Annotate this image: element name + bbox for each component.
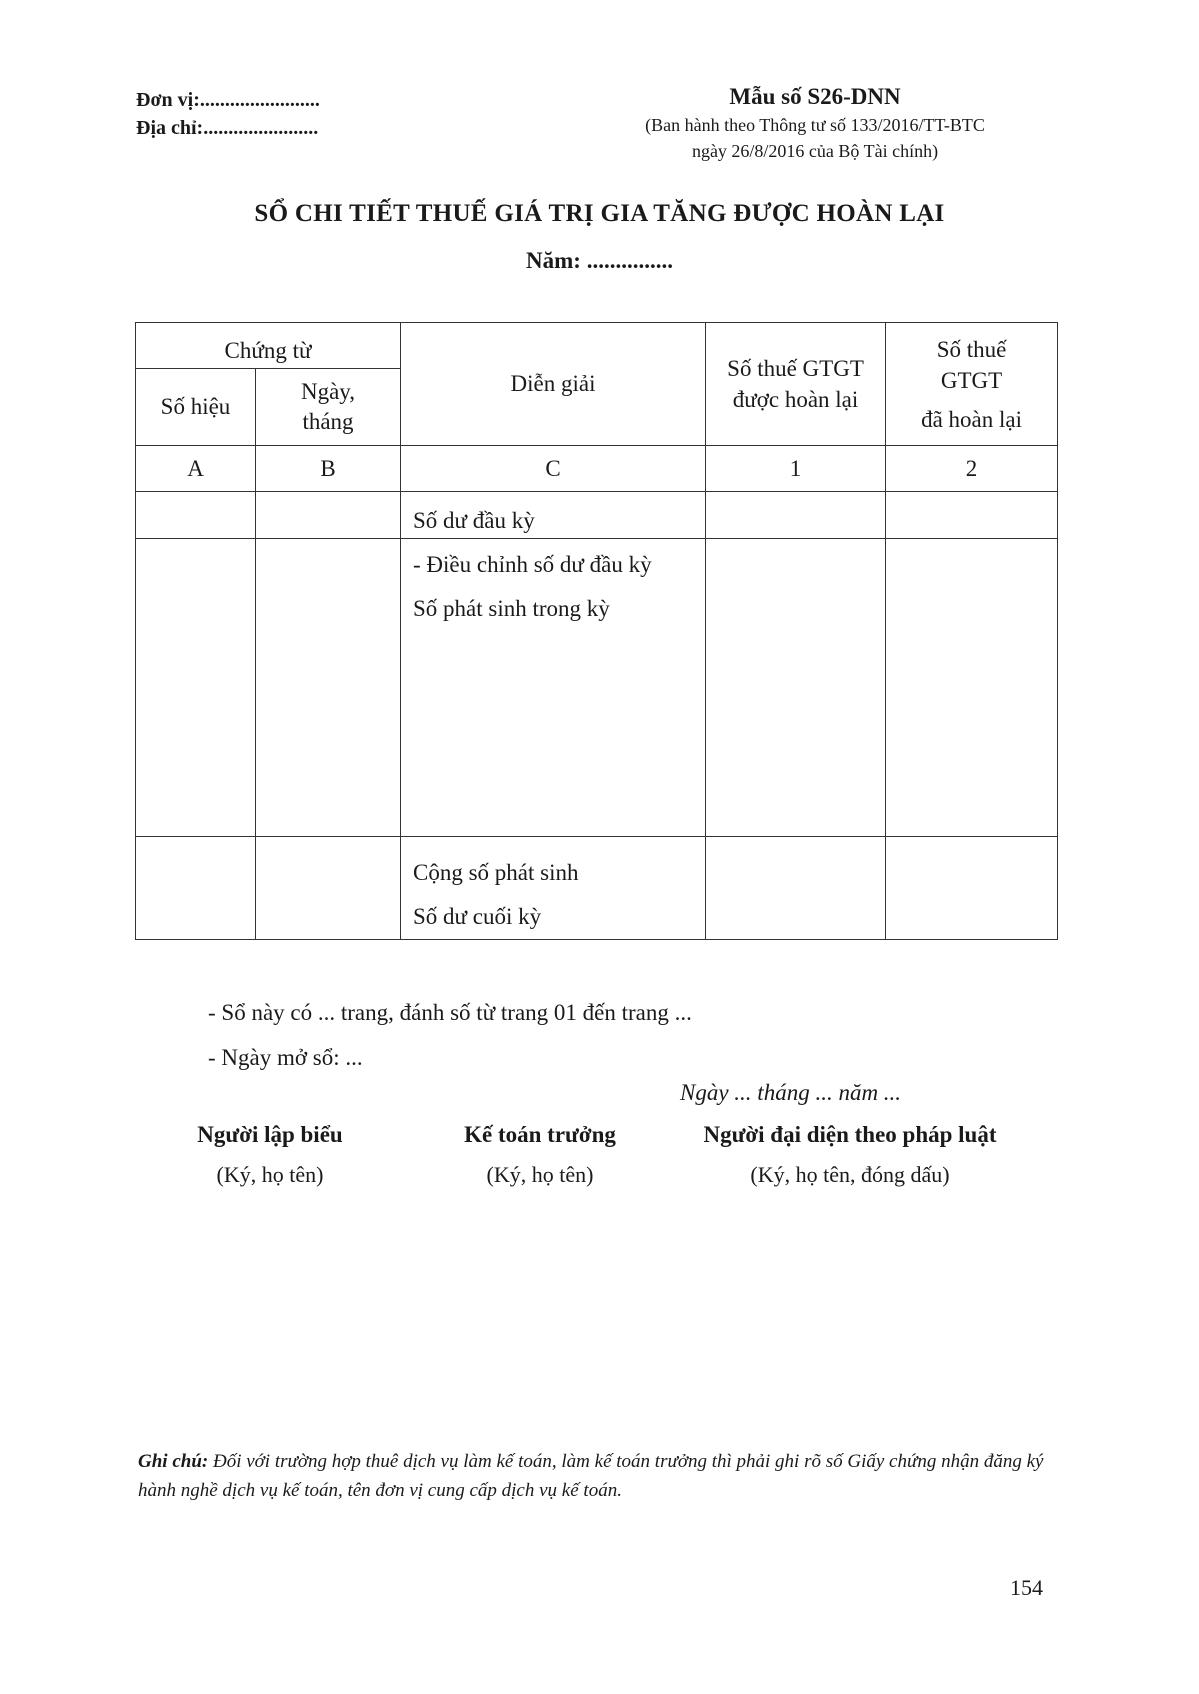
header-refundable — [706, 323, 886, 446]
header-refunded-l2: GTGT — [940, 367, 1003, 393]
footnote-label: Ghi chú: — [138, 1451, 209, 1472]
address-label: Địa chỉ:....................... — [136, 117, 319, 139]
form-code: Mẫu số S26-DNN — [729, 84, 901, 109]
signature-preparer — [160, 1122, 380, 1188]
note-open-date: - Ngày mở sổ: ... — [208, 1045, 363, 1070]
code-c: C — [401, 446, 706, 492]
row-adjust-cell — [401, 539, 706, 837]
header-refundable-text: Số thuế GTGT được hoàn lại — [727, 356, 864, 412]
header-refunded — [886, 323, 1058, 446]
cell-empty — [136, 539, 256, 837]
footnote-text: Đối với trường hợp thuê dịch vụ làm kế toán, làm kế toán trưởng thì phải ghi rõ số Giấy chứng nhận đăng ký hành nghề dịch vụ kế toán, tên đơn vị cung cấp dịch vụ kế toán. — [138, 1451, 1044, 1501]
code-a: A — [136, 446, 256, 492]
table-row — [136, 492, 1058, 539]
table-row — [136, 539, 1058, 837]
header-voucher: Chứng từ — [136, 323, 401, 369]
row-total-cell — [401, 837, 706, 940]
header-refunded-l1: Số thuế — [936, 336, 1007, 362]
ledger-table — [135, 322, 1058, 940]
table-code-row — [136, 446, 1058, 492]
row-total: Cộng số phát sinh — [413, 860, 579, 885]
signature-legal-rep — [670, 1122, 1030, 1188]
form-info — [590, 82, 1040, 164]
chief-note: (Ký, họ tên) — [486, 1162, 594, 1187]
issued-line-2: ngày 26/8/2016 của Bộ Tài chính) — [691, 141, 939, 161]
preparer-title: Người lập biểu — [197, 1122, 343, 1147]
cell-empty — [706, 492, 886, 539]
header-date-text: Ngày, tháng — [300, 379, 356, 434]
note-pages: - Sổ này có ... trang, đánh số từ trang 01 đến trang ... — [208, 1000, 692, 1025]
row-opening: Số dư đầu kỳ — [401, 492, 706, 539]
code-1: 1 — [706, 446, 886, 492]
table-header-row — [136, 323, 1058, 369]
chief-title: Kế toán trưởng — [464, 1122, 616, 1147]
header-refunded-l3: đã hoàn lại — [921, 406, 1022, 432]
rep-note: (Ký, họ tên, đóng dấu) — [750, 1162, 950, 1187]
page-number: 154 — [1010, 1575, 1043, 1600]
row-arising: Số phát sinh trong kỳ — [413, 596, 610, 621]
cell-empty — [706, 837, 886, 940]
table-row — [136, 837, 1058, 940]
preparer-note: (Ký, họ tên) — [216, 1162, 324, 1187]
rep-title: Người đại diện theo pháp luật — [703, 1122, 997, 1147]
code-2: 2 — [886, 446, 1058, 492]
cell-empty — [136, 492, 256, 539]
cell-empty — [256, 837, 401, 940]
document-title: SỔ CHI TIẾT THUẾ GIÁ TRỊ GIA TĂNG ĐƯỢC HOÀN LẠI — [254, 200, 945, 227]
header-description: Diễn giải — [401, 323, 706, 446]
cell-empty — [886, 837, 1058, 940]
ledger-notes — [208, 990, 692, 1080]
cell-empty — [256, 539, 401, 837]
cell-empty — [886, 492, 1058, 539]
cell-empty — [136, 837, 256, 940]
header-number: Số hiệu — [136, 369, 256, 446]
unit-info — [136, 86, 320, 142]
signature-date: Ngày ... tháng ... năm ... — [680, 1080, 902, 1105]
cell-empty — [886, 539, 1058, 837]
row-adjust: - Điều chỉnh số dư đầu kỳ — [413, 552, 652, 577]
cell-empty — [706, 539, 886, 837]
code-b: B — [256, 446, 401, 492]
signature-chief-accountant — [420, 1122, 660, 1188]
unit-label: Đơn vị:........................ — [136, 89, 320, 111]
cell-empty — [256, 492, 401, 539]
header-date — [256, 369, 401, 446]
footnote — [138, 1447, 1058, 1505]
year-label: Năm: ............... — [526, 248, 673, 273]
issued-line-1: (Ban hành theo Thông tư số 133/2016/TT-BTC — [645, 115, 985, 135]
row-closing: Số dư cuối kỳ — [413, 904, 542, 929]
